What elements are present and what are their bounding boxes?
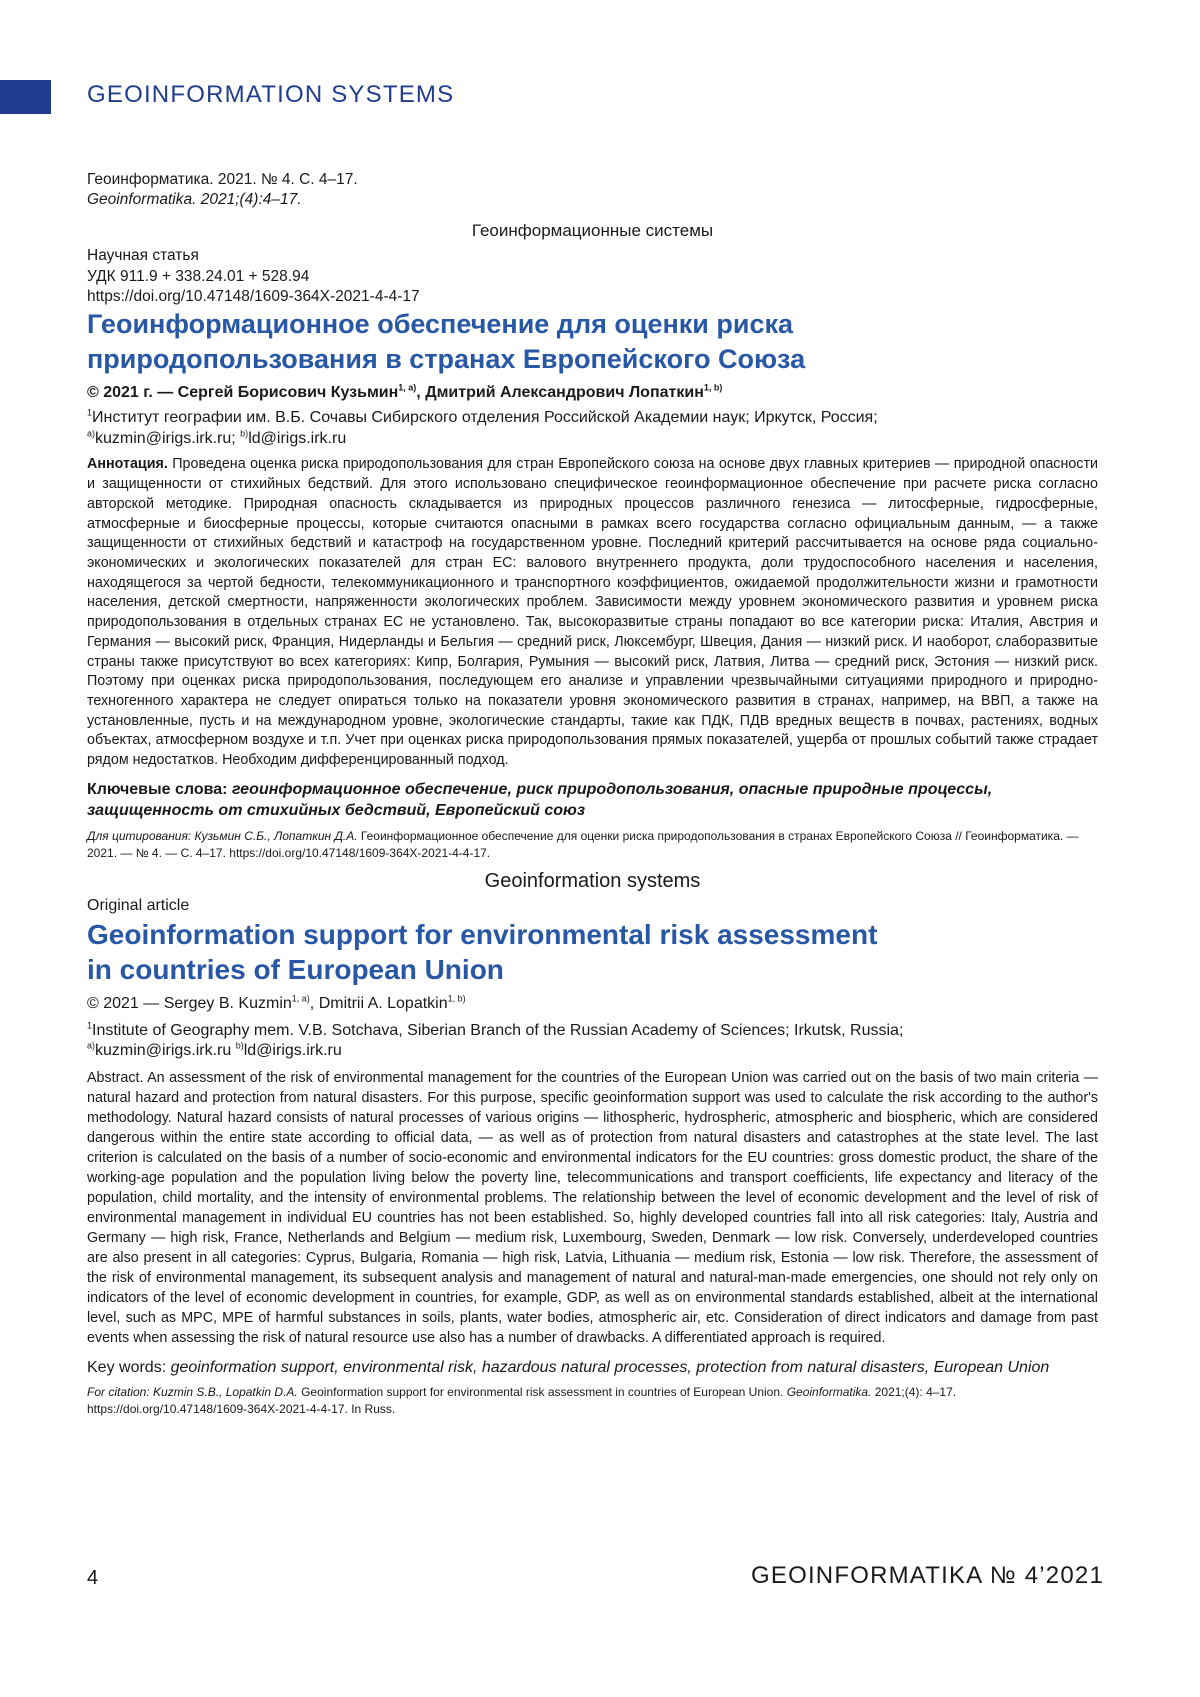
authors-en: © 2021 — Sergey B. Kuzmin$^{1, a)}$, Dmitrii A. Lopatkin$^{1, b)}$ (87, 993, 466, 1012)
article-content (87, 170, 1098, 1422)
journal-footer: GEOINFORMATIKA № 4’2021 (751, 1562, 1104, 1589)
section-title-en: Geoinformation systems (484, 869, 701, 892)
email-a-ru[interactable]: kuzmin@irigs.irk.ru; (95, 429, 241, 447)
article-type-en: Original article (87, 896, 190, 914)
title-en-line-2: in countries of European Union (87, 954, 504, 986)
citation-ru: Для цитирования: Кузьмин С.Б., Лопаткин Д.А. Геоинформационное обеспечение для оценки риска природопользования в странах Европейского Союза // Геоинформатика. — 2021. — № 4. — С. 4–17. https://doi.org/10.47148/1609-364X-2021-4-4-17. (87, 829, 1079, 860)
abstract-label-ru: Аннотация. (87, 456, 168, 473)
abstract-ru (87, 455, 1098, 771)
title-en-line-1: Geoinformation support for environmental risk assessment (87, 919, 878, 951)
authors-ru: © 2021 г. — Сергей Борисович Кузьмин$^{1, a)}$, Дмитрий Александрович Лопаткин$^{1, b)}$ (87, 382, 723, 401)
keywords-en: Key words: geoinformation support, environmental risk, hazardous natural processes, protection from natural disasters, European Union (87, 1358, 1050, 1376)
section-title-ru: Геоинформационные системы (471, 221, 714, 241)
emails-ru: $^{a)}$kuzmin@irigs.irk.ru; $^{b)}$ld@irigs.irk.ru (87, 428, 347, 447)
affiliation-ru: $^1$Институт географии им. В.Б. Сочавы Сибирского отделения Российской Академии наук; Иркутск, Россия; (87, 407, 878, 426)
author-1-en: Sergey B. Kuzmin (163, 994, 292, 1012)
email-b-en[interactable]: ld@irigs.irk.ru (243, 1042, 342, 1060)
citation-line-en: Geoinformatika. 2021;(4):4–17. (87, 191, 302, 209)
abstract-text-ru: Проведена оценка риска природопользования для стран Европейского союза на основе двух главных критериев — природной опасности и защищенности от стихийных бедствий. Для этого использовано специфическое геоинформационное обеспечение при расчете риска согласно авторской методике. Природная опасность складывается из природных процессов различного генезиса — литосферные, гидросферные, атмосферные и биосферные процессы, которые считаются опасными в рамках всего государства согласно официальным данным, — а также защищенности от стихийных бедствий и катастроф на государственном уровне. Последний критерий рассчитывается на основе ряда социально-экономических и экологических показателей для стран ЕС: валового внутреннего продукта, доли трудоспособного населения и населения, находящегося за чертой бедности, телекоммуникационного и транспортного коэффициентов, ожидаемой продолжительности жизни и грамотности населения, детской смертности, напряженности экологических проблем. Зависимости между уровнем экономического развития и уровнем риска природопользования в отдельных странах ЕС не установлено. Так, высокоразвитые страны попадают во все категории риска: Италия, Австрия и Германия — высокий риск, Франция, Нидерланды и Бельгия — средний риск, Люксембург, Швеция, Дания — низкий риск. И наоборот, слаборазвитые страны также присутствуют во всех категориях: Кипр, Болгария, Румыния — высокий риск, Латвия, Литва — средний риск, Эстония — низкий риск. Поэтому при оценках риска природопользования, последующем его анализе и управлении чрезвычайными ситуациями природного и природно-техногенного характера не следует опираться только на показатели уровня экономического развития в странах, например, на ВВП, а также на установленные, пусть и на международном уровне, экологические стандарты, такие как ПДК, ПДВ вредных веществ в почвах, растениях, водных объектах, атмосферном воздухе и т.п. Учет при оценках риска природопользования прямых показателей, ущерба от прошлых событий также страдает рядом недостатков. Необходим дифференцированный подход. (87, 456, 1098, 769)
keywords-ru: Ключевые слова: геоинформационное обеспечение, риск природопользования, опасные природные процессы, защищенность от стихийных бедствий, Европейский союз (87, 780, 993, 820)
page-number: 4 (87, 1567, 99, 1589)
header-accent-bar (0, 80, 51, 114)
abstract-label-en: Abstract. (87, 1070, 144, 1087)
article-title-en (87, 918, 1098, 987)
email-a-en[interactable]: kuzmin@irigs.irk.ru (95, 1042, 236, 1060)
email-b-ru[interactable]: ld@irigs.irk.ru (248, 429, 347, 447)
citation-en: For citation: Kuzmin S.B., Lopatkin D.A. Geoinformation support for environmental risk assessment in countries of European Union. Geoinformatika. 2021;(4): 4–17. https://doi.org/10.47148/1609-364X-2021-4-4-17. In Russ. (87, 1385, 957, 1416)
doi-link[interactable]: https://doi.org/10.47148/1609-364X-2021-4-4-17 (87, 287, 420, 305)
article-title-ru (87, 307, 1098, 377)
title-ru-line-2: природопользования в странах Европейского Союза (87, 343, 806, 374)
affiliation-en: $^1$Institute of Geography mem. V.B. Sotchava, Siberian Branch of the Russian Academy of Sciences; Irkutsk, Russia; (87, 1020, 904, 1039)
author-2-ru: Дмитрий Александрович Лопаткин (425, 383, 704, 401)
title-ru-line-1: Геоинформационное обеспечение для оценки риска (87, 308, 794, 339)
citation-line-ru: Геоинформатика. 2021. № 4. С. 4–17. (87, 171, 358, 188)
article-type-ru: Научная статья (87, 247, 199, 265)
abstract-text-en: An assessment of the risk of environmental management for the countries of the European Union was carried out on the basis of two main criteria — natural hazard and protection from natural disasters. For this purpose, specific geoinformation support was used to calculate the risk according to the author's methodology. Natural hazard consists of natural processes of various origins — lithospheric, hydrospheric, atmospheric and biospheric, which are considered dangerous within the entire state according to official data, — as well as of protection from natural disasters and catastrophes at the state level. The last criterion is calculated on the basis of a number of socio-economic and environmental indicators for the EU countries: gross domestic product, the share of the working-age population and the population living below the poverty line, telecommunications and transport coefficients, life expectancy and literacy of the population, child mortality, and the intensity of environmental problems. The relationship between the level of economic development and the level of risk of environmental management in individual EU countries has not been established. So, highly developed countries fall into all risk categories: Italy, Austria and Germany — high risk, France, Netherlands and Belgium — medium risk, Luxembourg, Sweden, Denmark — low risk. Conversely, underdeveloped countries are also present in all categories: Cyprus, Bulgaria, Romania — high risk, Latvia, Lithuania — medium risk, Estonia — low risk. Therefore, the assessment of the risk of environmental management, its subsequent analysis and management of natural and natural-man-made emergencies, one should not rely only on indicators of the level of economic development in countries, for example, GDP, as well as on environmental standards established, albeit at the international level, such as MPC, MPE of harmful substances in soils, plants, water bodies, atmospheric air, etc. Consideration of direct indicators and damage from past events when assessing the risk of natural resource use also has a number of drawbacks. A differentiated approach is required. (87, 1070, 1099, 1347)
abstract-en (87, 1068, 1098, 1348)
running-title: GEOINFORMATION SYSTEMS (87, 81, 455, 108)
emails-en: $^{a)}$kuzmin@irigs.irk.ru $^{b)}$ld@irigs.irk.ru (87, 1041, 342, 1060)
author-1-ru: Сергей Борисович Кузьмин (177, 383, 399, 401)
author-2-en: Dmitrii A. Lopatkin (318, 994, 448, 1012)
udk: УДК 911.9 + 338.24.01 + 528.94 (87, 267, 310, 285)
